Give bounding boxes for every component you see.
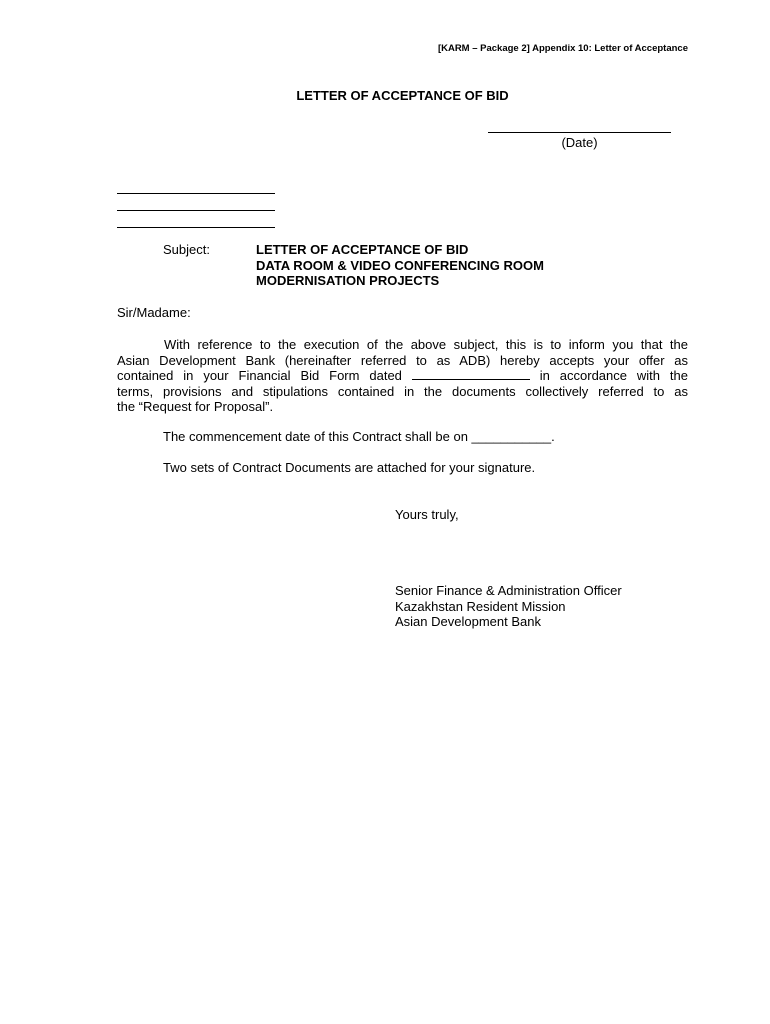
- signatory-office: Kazakhstan Resident Mission: [395, 598, 566, 614]
- body-line-3-end: in accordance with the: [539, 368, 688, 383]
- date-label: (Date): [561, 135, 598, 150]
- date-blank-line: [488, 118, 671, 133]
- addressee-line-1: [117, 193, 275, 194]
- subject-text: [256, 242, 544, 289]
- attachments-sentence: Two sets of Contract Documents are attached for your signature.: [163, 460, 536, 475]
- body-line-1: With reference to the execution of the above subject, this is to inform you that the: [164, 337, 688, 352]
- signatory-title: Senior Finance & Administration Officer: [395, 583, 622, 598]
- subject-line-3: MODERNISATION PROJECTS: [256, 273, 440, 288]
- subject-line-1: LETTER OF ACCEPTANCE OF BID: [256, 242, 469, 257]
- body-paragraph: [117, 337, 688, 415]
- date-block: [488, 118, 671, 150]
- signatory-organization: Asian Development Bank: [395, 614, 541, 629]
- bid-date-blank: [412, 368, 530, 380]
- addressee-line-3: [117, 227, 275, 228]
- commencement-sentence: The commencement date of this Contract shall be on ___________.: [163, 429, 555, 444]
- subject-label: Subject:: [163, 242, 210, 257]
- addressee-line-2: [117, 210, 275, 211]
- document-header-reference: [KARM – Package 2] Appendix 10: Letter of Acceptance: [437, 43, 688, 54]
- body-line-4: terms, provisions and stipulations contained in the documents collectively referred to as: [117, 383, 688, 399]
- body-line-2: Asian Development Bank (hereinafter referred to as ADB) hereby accepts your offer as: [117, 352, 688, 368]
- body-line-5: the “Request for Proposal”.: [117, 399, 274, 414]
- signature-block: [395, 583, 622, 630]
- closing: Yours truly,: [395, 507, 459, 522]
- salutation: Sir/Madame:: [117, 305, 191, 320]
- body-line-3: [117, 368, 688, 384]
- body-line-3-start: contained in your Financial Bid Form dated: [117, 368, 402, 383]
- letter-title: LETTER OF ACCEPTANCE OF BID: [296, 88, 509, 103]
- subject-line-2: DATA ROOM & VIDEO CONFERENCING ROOM: [256, 257, 544, 273]
